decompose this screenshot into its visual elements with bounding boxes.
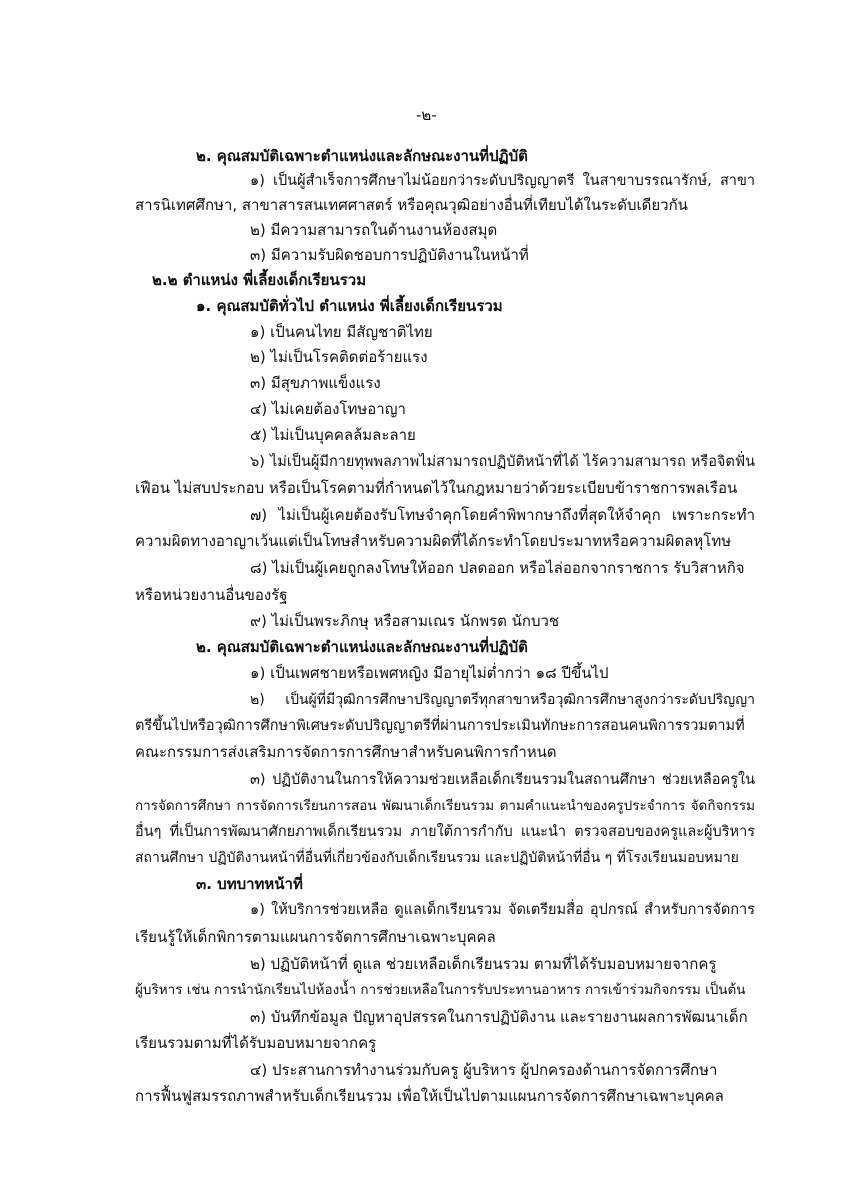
section-heading: ๑. คุณสมบัติทั่วไป ตำแหน่ง พี่เลี้ยงเด็กเรียนรวม	[196, 297, 503, 315]
list-item: ๑) ให้บริการช่วยเหลือ ดูแลเด็กเรียนรวม จัดเตรียมสื่อ อุปกรณ์ สำหรับการจัดการ	[250, 902, 755, 918]
section-heading: ๓. บทบาทหน้าที่	[196, 875, 303, 893]
list-item: ๔) ประสานการทำงานร่วมกับครู ผู้บริหาร ผู้ปกครองด้านการจัดการศึกษา	[250, 1061, 718, 1079]
list-item: ๑) เป็นเพศชายหรือเพศหญิง มีอายุไม่ต่ำกว่า ๑๘ ปีขึ้นไป	[250, 664, 609, 682]
paragraph-line: ตรีขึ้นไปหรือวุฒิการศึกษาพิเศษระดับปริญญาตรีที่ผ่านการประเมินทักษะการสอนคนพิการรวมตามที่	[135, 718, 745, 734]
paragraph-line: สารนิเทศศึกษา, สาขาสารสนเทศศาสตร์ หรือคุณวุฒิอย่างอื่นที่เทียบได้ในระดับเดียวกัน	[135, 196, 688, 214]
list-item: ๗) ไม่เป็นผู้เคยต้องรับโทษจำคุกโดยคำพิพากษาถึงที่สุดให้จำคุก เพราะกระทำ	[250, 506, 755, 524]
list-item: ๓) มีความรับผิดชอบการปฏิบัติงานในหน้าที่	[250, 246, 529, 264]
paragraph-line: เฟือน ไม่สบประกอบ หรือเป็นโรคตามที่กำหนดไว้ในกฎหมายว่าด้วยระเบียบข้าราชการพลเรือน	[135, 479, 738, 497]
list-item: ๒) ปฏิบัติหน้าที่ ดูแล ช่วยเหลือเด็กเรียนรวม ตามที่ได้รับมอบหมายจากครู	[250, 955, 717, 973]
paragraph-line: ผู้บริหาร เช่น การนำนักเรียนไปห้องน้ำ การช่วยเหลือในการรับประทานอาหาร การเข้าร่วมกิจกรรม เป็นต้น	[135, 982, 746, 998]
paragraph-line: ๑) เป็นผู้สำเร็จการศึกษาไม่น้อยกว่าระดับปริญญาตรี ในสาขาบรรณารักษ์, สาขา	[250, 173, 755, 189]
paragraph-line: หรือหน่วยงานอื่นของรัฐ	[135, 586, 288, 604]
list-item: ๕) ไม่เป็นบุคคลล้มละลาย	[250, 426, 416, 444]
paragraph-line: อื่นๆ ที่เป็นการพัฒนาศักยภาพเด็กเรียนรวม ภายใต้การกำกับ แนะนำ ตรวจสอบของครูและผู้บริหาร	[135, 824, 755, 840]
section-heading: ๒. คุณสมบัติเฉพาะตำแหน่งและลักษณะงานที่ปฏิบัติ	[196, 147, 528, 165]
list-item: ๔) ไม่เคยต้องโทษอาญา	[250, 400, 406, 418]
list-item: ๒) ไม่เป็นโรคติดต่อร้ายแรง	[250, 348, 428, 366]
list-item: ๘) ไม่เป็นผู้เคยถูกลงโทษให้ออก ปลดออก หรือไล่ออกจากราชการ รับวิสาหกิจ	[250, 559, 745, 577]
list-item: ๓) บันทึกข้อมูล ปัญหาอุปสรรคในการปฏิบัติงาน และรายงานผลการพัฒนาเด็ก	[250, 1008, 748, 1026]
paragraph-line: เรียนรู้ให้เด็กพิการตามแผนการจัดการศึกษาเฉพาะบุคคล	[135, 928, 496, 946]
paragraph-line: คณะกรรมการส่งเสริมการจัดการการศึกษาสำหรับคนพิการกำหนด	[135, 743, 557, 761]
paragraph-line: การจัดการศึกษา การจัดการเรียนการสอน พัฒนาเด็กเรียนรวม ตามคำแนะนำของครูประจำการ จัดกิจกรรม	[135, 798, 755, 814]
paragraph-line: สถานศึกษา ปฏิบัติงานหน้าที่อื่นที่เกี่ยวข้องกับเด็กเรียนรวม และปฏิบัติหน้าที่อื่น ๆ ที่โรงเรียนมอบหมาย	[135, 850, 739, 866]
list-item: ๓) ปฏิบัติงานในการให้ความช่วยเหลือเด็กเรียนรวมในสถานศึกษา ช่วยเหลือครูใน	[250, 772, 755, 788]
paragraph-line: เรียนรวมตามที่ได้รับมอบหมายจากครู	[135, 1034, 377, 1052]
list-item: ๖) ไม่เป็นผู้มีกายทุพพลภาพไม่สามารถปฏิบัติหน้าที่ได้ ไร้ความสามารถ หรือจิตฟั่น	[250, 454, 755, 470]
paragraph-line: ความผิดทางอาญาเว้นแต่เป็นโทษสำหรับความผิดที่ได้กระทำโดยประมาทหรือความผิดลหุโทษ	[135, 532, 732, 550]
list-item: ๓) มีสุขภาพแข็งแรง	[250, 374, 381, 392]
list-item: ๙) ไม่เป็นพระภิกษุ หรือสามเณร นักพรต นักบวช	[250, 612, 560, 630]
list-item: ๑) เป็นคนไทย มีสัญชาติไทย	[250, 323, 433, 341]
position-heading: ๒.๒ ตำแหน่ง พี่เลี้ยงเด็กเรียนรวม	[152, 271, 367, 289]
list-item: ๒) เป็นผู้ที่มีวุฒิการศึกษาปริญญาตรีทุกสาขาหรือวุฒิการศึกษาสูงกว่าระดับปริญญา	[250, 692, 755, 708]
page-number: -๒-	[416, 106, 437, 124]
paragraph-line: การฟื้นฟูสมรรถภาพสำหรับเด็กเรียนรวม เพื่อให้เป็นไปตามแผนการจัดการศึกษาเฉพาะบุคคล	[135, 1087, 724, 1105]
section-heading: ๒. คุณสมบัติเฉพาะตำแหน่งและลักษณะงานที่ปฏิบัติ	[196, 638, 528, 656]
list-item: ๒) มีความสามารถในด้านงานห้องสมุด	[250, 221, 498, 239]
